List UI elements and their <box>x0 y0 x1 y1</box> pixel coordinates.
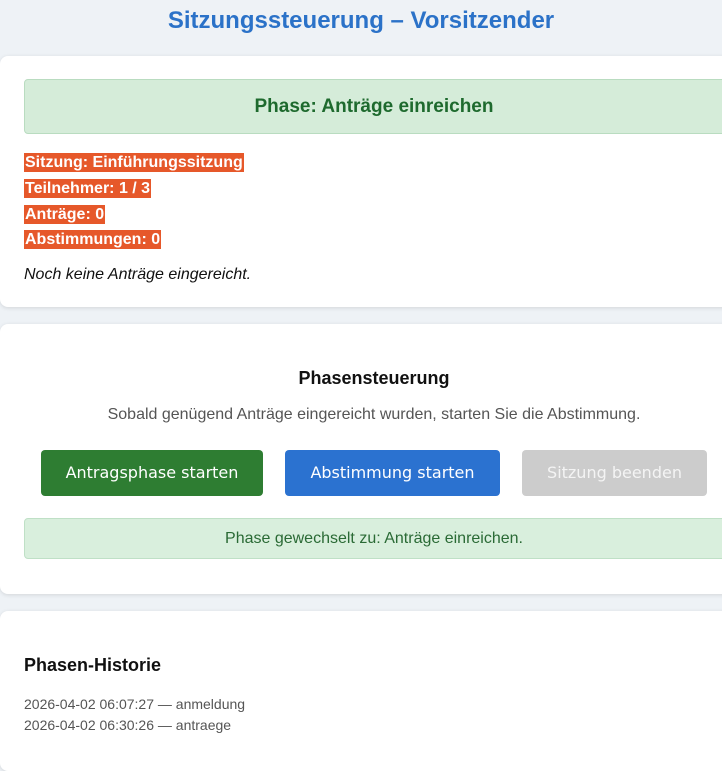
phase-history-heading: Phasen-Historie <box>24 655 162 675</box>
page-title: Sitzungssteuerung – Vorsitzender <box>167 7 555 34</box>
phase-control-heading: Phasensteuerung <box>298 368 450 388</box>
history-entry: 2026-04-02 06:07:27 — anmeldung <box>24 696 246 712</box>
phase-banner: Phase: Anträge einreichen <box>24 79 722 134</box>
phase-change-message: Phase gewechselt zu: Anträge einreichen. <box>24 518 722 559</box>
participant-count: Teilnehmer: 1 / 3 <box>25 180 151 197</box>
start-motion-phase-button[interactable]: Antragsphase starten <box>41 450 263 496</box>
phase-control-hint: Sobald genügend Anträge eingereicht wurden, starten Sie die Abstimmung. <box>107 406 641 423</box>
end-session-button[interactable]: Sitzung beenden <box>522 450 707 496</box>
session-name: Sitzung: Einführungssitzung <box>25 154 243 171</box>
phase-history-list <box>24 694 245 736</box>
vote-count: Abstimmungen: 0 <box>25 231 161 248</box>
status-card <box>0 56 722 307</box>
history-entry: 2026-04-02 06:30:26 — antraege <box>24 717 232 733</box>
motion-count: Anträge: 0 <box>25 206 105 223</box>
phase-control-card <box>0 324 722 594</box>
start-vote-button[interactable]: Abstimmung starten <box>285 450 500 496</box>
phase-history-card <box>0 611 722 771</box>
no-motions-note: Noch keine Anträge eingereicht. <box>24 266 252 283</box>
